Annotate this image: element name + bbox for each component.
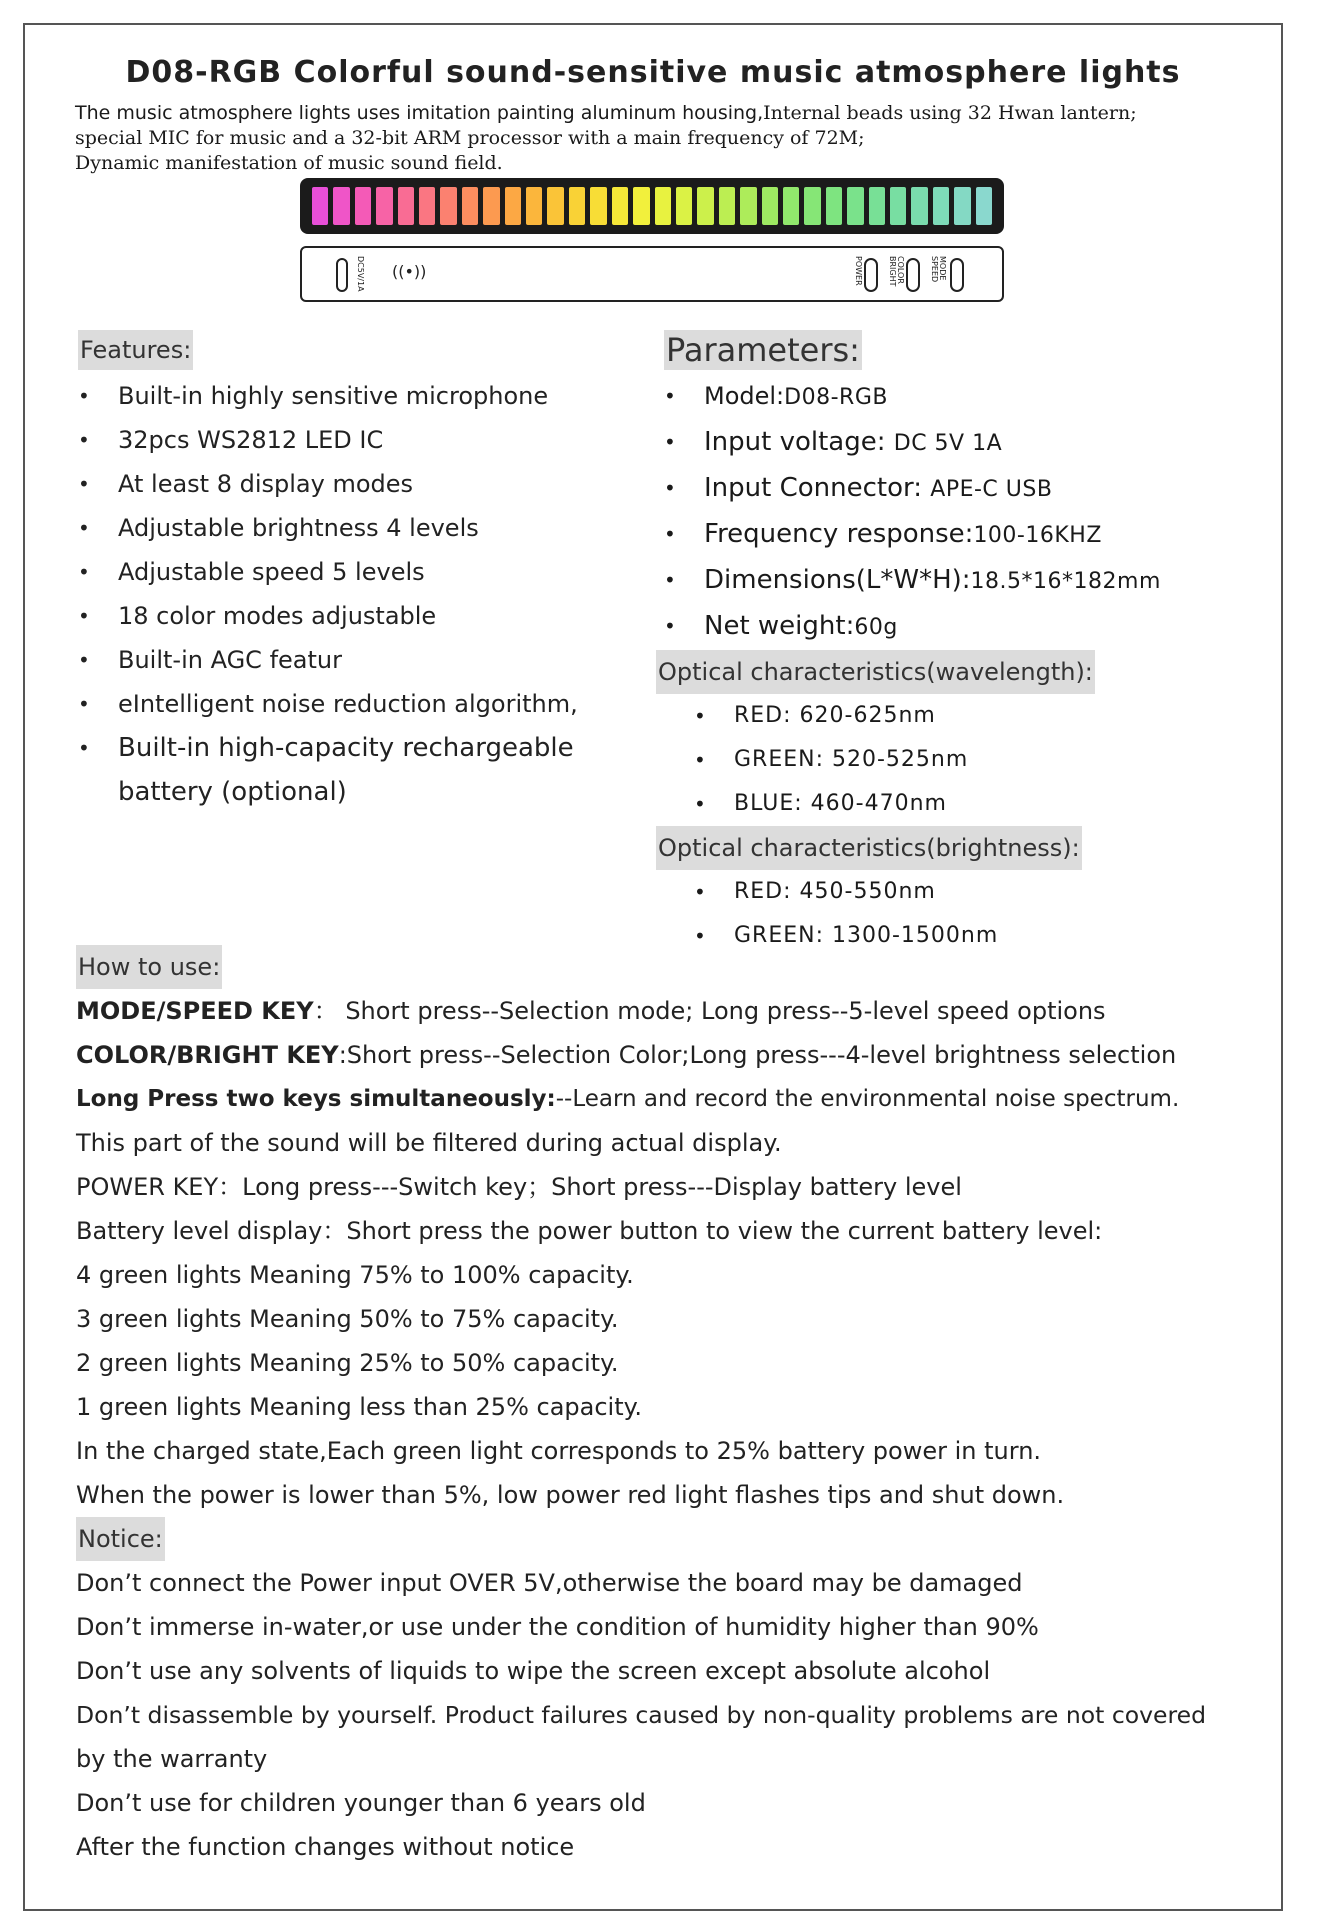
led-segment [483,187,499,225]
param-value: DC 5V 1A [893,431,1003,456]
param-value: APE-C USB [930,477,1053,502]
feature-item: • 18 color modes adjustable [78,594,638,638]
led-segment [911,187,927,225]
notice-heading: Notice: [76,1517,165,1561]
led-segment [462,187,478,225]
power-key-text: POWER KEY：Long press---Switch key；Short press---Display battery level [76,1173,962,1201]
intro-text [75,100,1275,176]
feature-item [78,726,638,814]
color-key-text: :Short press--Selection Color;Long press---4-level brightness selection [338,1041,1177,1069]
param-key: Net weight: [704,611,855,641]
brightness-heading: Optical characteristics(brightness): [656,826,1082,870]
parameters-heading-row [656,330,1276,370]
notice-heading-row [76,1517,1276,1561]
long-press-text: --Learn and record the environmental noise spectrum. [555,1086,1180,1112]
led-segment [526,187,542,225]
dc-label: DC5V/1A [356,256,365,292]
param-item [664,466,1276,512]
led-bar-illustration [300,178,1004,234]
param-key: Input Connector: [704,473,931,503]
led-segment [376,187,392,225]
features-list [78,374,638,814]
battery-level-row: 4 green lights Meaning 75% to 100% capacity. [76,1261,634,1289]
param-value: D08-RGB [784,385,888,410]
notice-item: Don’t use for children younger than 6 years old [76,1789,646,1817]
features-heading: Features: [78,330,193,370]
how-to-use-heading: How to use: [76,945,222,989]
led-segment [676,187,692,225]
feature-item-line: battery (optional) [118,777,347,807]
color-key-row [76,1033,1276,1077]
notice-item: Don’t connect the Power input OVER 5V,otherwise the board may be damaged [76,1569,1023,1597]
feature-item: • Adjustable brightness 4 levels [78,506,638,550]
intro-line-1-serif: Internal beads using 32 Hwan lantern; [763,102,1137,124]
led-segment [419,187,435,225]
long-press-label: Long Press two keys simultaneously: [76,1086,556,1112]
param-item [664,558,1276,604]
feature-item: • 32pcs WS2812 LED IC [78,418,638,462]
led-segment [826,187,842,225]
feature-item: • Adjustable speed 5 levels [78,550,638,594]
led-segment [440,187,456,225]
led-segment [697,187,713,225]
led-segment [355,187,371,225]
led-segment [762,187,778,225]
color-bright-button[interactable] [906,258,920,292]
mode-key-row [76,989,1276,1033]
led-segment [655,187,671,225]
param-item [664,420,1276,466]
color-bright-label: COLOR BRIGHT [888,256,905,287]
param-item [664,604,1276,650]
led-segment [954,187,970,225]
led-segment [719,187,735,225]
power-button[interactable] [864,258,878,292]
led-segment [783,187,799,225]
how-to-use-section [76,945,1276,1869]
led-segment [569,187,585,225]
brightness-heading-row [656,826,1276,870]
power-label: POWER [854,256,863,286]
param-item [664,374,1276,420]
feature-item-line: Built-in high-capacity rechargeable [118,733,574,763]
led-segment [312,187,328,225]
features-section [78,330,638,814]
led-segment [847,187,863,225]
led-segment [398,187,414,225]
notice-item: After the function changes without notice [76,1833,575,1861]
led-segment [890,187,906,225]
sound-wave-icon: ((•)) [392,262,427,281]
wavelength-heading: Optical characteristics(wavelength): [656,650,1095,694]
mode-key-label: MODE/SPEED KEY [76,997,314,1025]
battery-display-text: Battery level display：Short press the power button to view the current battery level: [76,1217,1103,1245]
param-key: Input voltage: [704,427,894,457]
feature-item: • Built-in highly sensitive microphone [78,374,638,418]
param-value: 100-16KHZ [973,523,1102,548]
mode-speed-label: MODE SPEED [930,256,947,283]
feature-item: • Built-in AGC featur [78,638,638,682]
wavelength-item: • RED: 620-625nm [656,694,1276,738]
mode-speed-button[interactable] [950,258,964,292]
feature-item: • At least 8 display modes [78,462,638,506]
brightness-item: • GREEN: 1300-1500nm [656,914,1276,958]
how-heading-row [76,945,1276,989]
low-power-text: When the power is lower than 5%, low power red light flashes tips and shut down. [76,1481,1065,1509]
intro-line-1 [75,100,1275,126]
led-segment [804,187,820,225]
led-segment [976,187,992,225]
led-segment [590,187,606,225]
led-segment [869,187,885,225]
param-key: Model: [704,382,785,410]
feature-item: • eIntelligent noise reduction algorithm, [78,682,638,726]
usb-port-icon [336,258,348,292]
battery-level-row: 3 green lights Meaning 50% to 75% capacity. [76,1305,619,1333]
led-segment [612,187,628,225]
led-segment [633,187,649,225]
led-segment [933,187,949,225]
led-segment [740,187,756,225]
notice-item: Don’t disassemble by yourself. Product failures caused by non-quality problems are not covered [76,1701,1206,1729]
param-key: Dimensions(L*W*H): [704,565,971,595]
intro-line-3: Dynamic manifestation of music sound field. [75,152,503,174]
notice-item: Don’t use any solvents of liquids to wipe the screen except absolute alcohol [76,1657,991,1685]
device-back-panel [300,246,1004,302]
battery-level-row: 2 green lights Meaning 25% to 50% capacity. [76,1349,619,1377]
param-value: 60g [854,615,898,640]
intro-line-2: special MIC for music and a 32-bit ARM processor with a main frequency of 72M; [75,127,865,149]
mode-key-text: ： Short press--Selection mode; Long press--5-level speed options [313,997,1106,1025]
led-segment [547,187,563,225]
long-press-row [76,1077,1276,1121]
wavelength-item: • BLUE: 460-470nm [656,782,1276,826]
charged-state-text: In the charged state,Each green light corresponds to 25% battery power in turn. [76,1437,1042,1465]
param-item [664,512,1276,558]
wavelength-item: • GREEN: 520-525nm [656,738,1276,782]
battery-level-row: 1 green lights Meaning less than 25% capacity. [76,1393,643,1421]
color-key-label: COLOR/BRIGHT KEY [76,1041,339,1069]
notice-item: Don’t immerse in-water,or use under the condition of humidity higher than 90% [76,1613,1039,1641]
parameters-heading: Parameters: [666,331,860,369]
led-segment [505,187,521,225]
page-title: D08-RGB Colorful sound-sensitive music atmosphere lights [125,55,1181,90]
filter-text: This part of the sound will be filtered during actual display. [76,1129,782,1157]
wavelength-heading-row [656,650,1276,694]
param-key: Frequency response: [704,519,974,549]
led-segment [333,187,349,225]
features-heading-row [78,330,638,370]
parameters-section [656,330,1276,958]
notice-item: by the warranty [76,1745,268,1773]
intro-line-1-sans: The music atmosphere lights uses imitation painting aluminum housing, [75,102,764,124]
wavelength-list [656,694,1276,826]
parameters-list [656,374,1276,650]
brightness-item: • RED: 450-550nm [656,870,1276,914]
param-value: 18.5*16*182mm [970,569,1161,594]
